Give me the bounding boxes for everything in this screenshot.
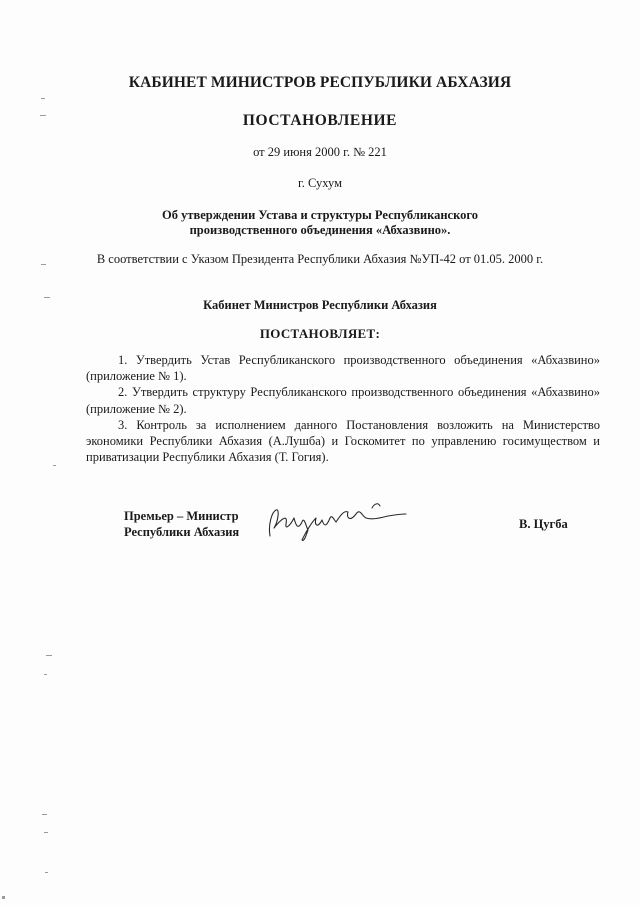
decree-items: [86, 352, 600, 465]
signatory-name: В. Цугба: [519, 517, 568, 531]
decree-item-1: 1. Утвердить Устав Республиканского производственного объединения «Абхазвино» (приложение № 1).: [86, 353, 600, 384]
document-type: ПОСТАНОВЛЕНИЕ: [242, 112, 398, 129]
cabinet-title: КАБИНЕТ МИНИСТРОВ РЕСПУБЛИКИ АБХАЗИЯ: [128, 74, 512, 91]
handwritten-signature: [262, 496, 412, 546]
decree-item-3: 3. Контроль за исполнением данного Постановления возложить на Министерство экономики Республики Абхазия (А.Лушба) и Госкомитет по управлению госимуществом и приватизации Республики Абхазия (Т. Гогия).: [86, 417, 600, 465]
date-number: от 29 июня 2000 г. № 221: [253, 145, 387, 159]
cabinet-name: Кабинет Министров Республики Абхазия: [203, 298, 437, 312]
position-line-1: Премьер – Министр: [124, 509, 239, 523]
decree-item-2: 2. Утвердить структуру Республиканского производственного объединения «Абхазвино» (приложение № 2).: [86, 385, 600, 416]
position-line-2: Республики Абхазия: [124, 525, 240, 539]
basis-line: В соответствии с Указом Президента Республики Абхазия №УП-42 от 01.05. 2000 г.: [96, 252, 544, 266]
signatory-position: [124, 508, 239, 540]
city: г. Сухум: [297, 176, 342, 190]
decree-word: ПОСТАНОВЛЯЕТ:: [259, 326, 381, 341]
subject-line-1: Об утверждении Устава и структуры Республиканского: [162, 208, 478, 222]
subject: [0, 208, 640, 238]
subject-line-2: производственного объединения «Абхазвино».: [189, 223, 451, 237]
